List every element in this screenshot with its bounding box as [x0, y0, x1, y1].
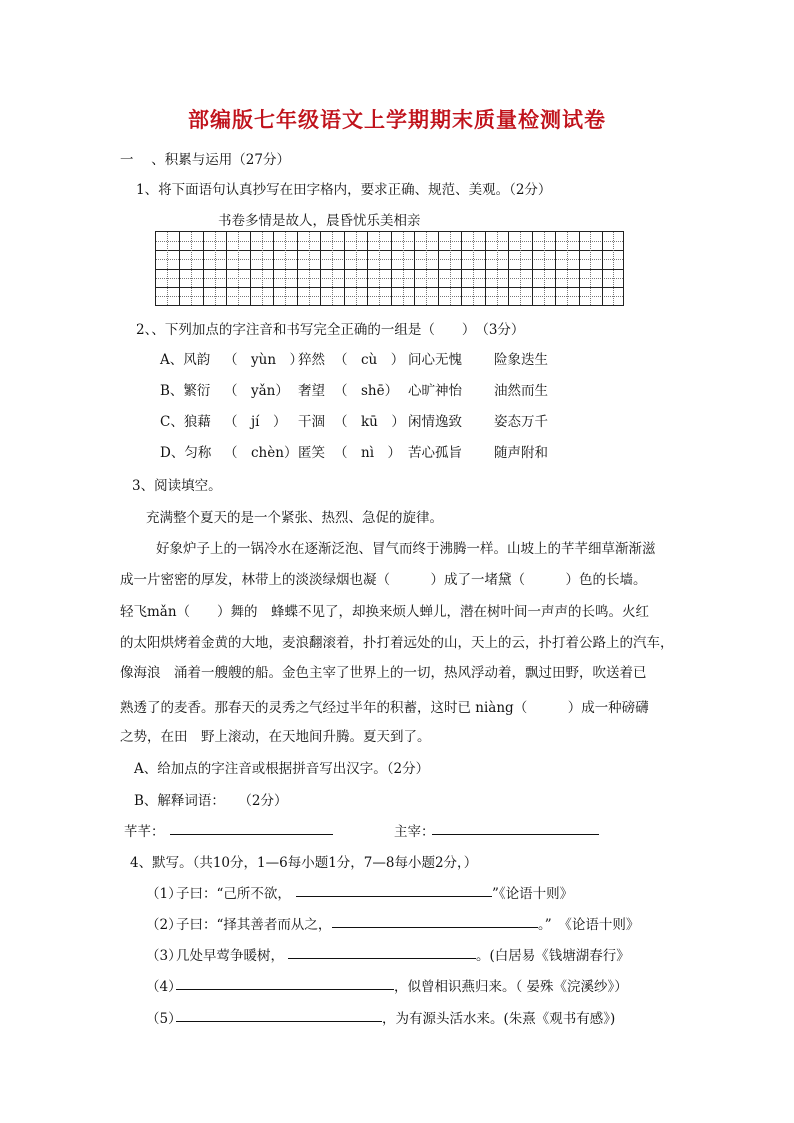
option-d-letter: D、匀称: [160, 445, 212, 461]
option-c-word2: 干涸: [298, 414, 325, 430]
term-label-2: 主宰：: [394, 824, 435, 840]
option-b-word4: 油然而生: [494, 383, 548, 399]
option-d-pinyin1: （ chèn）: [224, 445, 298, 461]
question-1-prompt: 1、将下面语句认真抄写在田字格内，要求正确、规范、美观。（2分）: [136, 182, 552, 198]
option-d-word3: 苦心孤旨: [408, 445, 462, 461]
tianzi-grid[interactable]: [155, 231, 624, 306]
dictation-suffix: ”《论语十则》: [492, 886, 574, 902]
option-c-letter: C、狼藉: [160, 414, 211, 430]
passage-line: 轻飞mǎn（ ）舞的 蜂蝶不见了，却换来烦人蝉儿，潜在树叶间一声声的长鸣。火红: [120, 604, 650, 620]
sub-question-a: A、给加点的字注音或根据拼音写出汉字。（2分）: [134, 761, 430, 777]
dictation-blank-1[interactable]: [296, 882, 492, 897]
term-label-1: 芊芊：: [124, 824, 165, 840]
copy-sentence: 书卷多情是故人，晨昏忧乐美相亲: [218, 213, 421, 229]
option-b-pinyin1: （ yǎn）: [224, 383, 289, 399]
dictation-prefix: 子曰：“己所不欲，: [176, 886, 291, 902]
option-a-word3: 问心无愧: [408, 352, 462, 368]
passage-line: 像海浪 涌着一艘艘的船。金色主宰了世界上的一切，热风浮动着，飘过田野，吹送着已: [120, 665, 647, 681]
page-title: 部编版七年级语文上学期期末质量检测试卷: [188, 108, 606, 132]
term-answer-2[interactable]: [432, 820, 599, 835]
option-c-pinyin2: （ kū ）: [334, 414, 405, 430]
option-b-pinyin2: （ shē）: [334, 383, 399, 399]
passage-line: 好象炉子上的一锅冷水在逐渐泛泡、冒气而终于沸腾一样。山坡上的芊芊细草渐渐滋: [156, 541, 656, 557]
question-4-prompt: 4、默写。（共10分，1—6每小题1分，7—8每小题2分，）: [130, 855, 478, 871]
dictation-suffix: 。” 《论语十则》: [538, 917, 640, 933]
dictation-number: （5）: [146, 1011, 182, 1027]
option-a-pinyin1: （ yùn ）: [224, 352, 304, 368]
dictation-number: （4）: [146, 979, 182, 995]
passage-intro: 充满整个夏天的是一个紧张、热烈、急促的旋律。: [146, 510, 443, 526]
dictation-number: （1）: [146, 886, 182, 902]
option-c-pinyin1: （ jí ）: [224, 414, 287, 430]
passage-line: 熟透了的麦香。那春天的灵秀之气经过半年的积蓄，这时已 niàng（ ）成一种磅礴: [120, 700, 649, 716]
dictation-number: （3）: [146, 948, 182, 964]
option-b-word3: 心旷神怡: [408, 383, 462, 399]
option-a-letter: A、风韵: [160, 352, 211, 368]
section-heading: 一 、积累与运用（27分）: [120, 152, 290, 168]
dictation-prefix: 几处早莺争暖树，: [176, 948, 284, 964]
option-d-word2: 匿笑: [298, 445, 325, 461]
dictation-suffix: ，为有源头活水来。(朱熹《观书有感》): [382, 1011, 616, 1027]
option-c-word3: 闲情逸致: [408, 414, 462, 430]
dictation-blank-5[interactable]: [176, 1007, 382, 1022]
dictation-blank-3[interactable]: [288, 944, 476, 959]
dictation-suffix: 。(白居易《钱塘湖春行》: [476, 948, 630, 964]
option-b-letter: B、繁衍: [160, 383, 211, 399]
passage-line: 的太阳烘烤着金黄的大地，麦浪翻滚着，扑打着远处的山，天上的云，扑打着公路上的汽车，: [120, 635, 674, 651]
question-3-prompt: 3、阅读填空。: [132, 478, 222, 494]
dictation-blank-4[interactable]: [176, 975, 394, 990]
dictation-suffix: ，似曾相识燕归来。（ 晏殊《浣溪纱》）: [394, 979, 628, 995]
option-d-word4: 随声附和: [494, 445, 548, 461]
option-a-word2: 猝然: [298, 352, 325, 368]
question-2-prompt: 2、、下列加点的字注音和书写完全正确的一组是（ ） （3分）: [136, 322, 525, 338]
sub-question-b: B、解释词语： （2分）: [134, 793, 288, 809]
option-a-pinyin2: （ cù ）: [334, 352, 405, 368]
dictation-prefix: 子曰：“择其善者而从之，: [176, 917, 332, 933]
option-b-word2: 奢望: [298, 383, 325, 399]
dictation-number: （2）: [146, 917, 182, 933]
option-c-word4: 姿态万千: [494, 414, 548, 430]
passage-line: 成一片密密的厚发，林带上的淡淡绿烟也凝（ ）成了一堵黛（ ）色的长墙。: [120, 572, 647, 588]
term-answer-1[interactable]: [170, 820, 333, 835]
passage-line: 之势，在田 野上滚动，在天地间升腾。夏天到了。: [120, 729, 431, 745]
option-a-word4: 险象迭生: [494, 352, 548, 368]
option-d-pinyin2: （ nì ）: [334, 445, 402, 461]
dictation-blank-2[interactable]: [332, 913, 538, 928]
